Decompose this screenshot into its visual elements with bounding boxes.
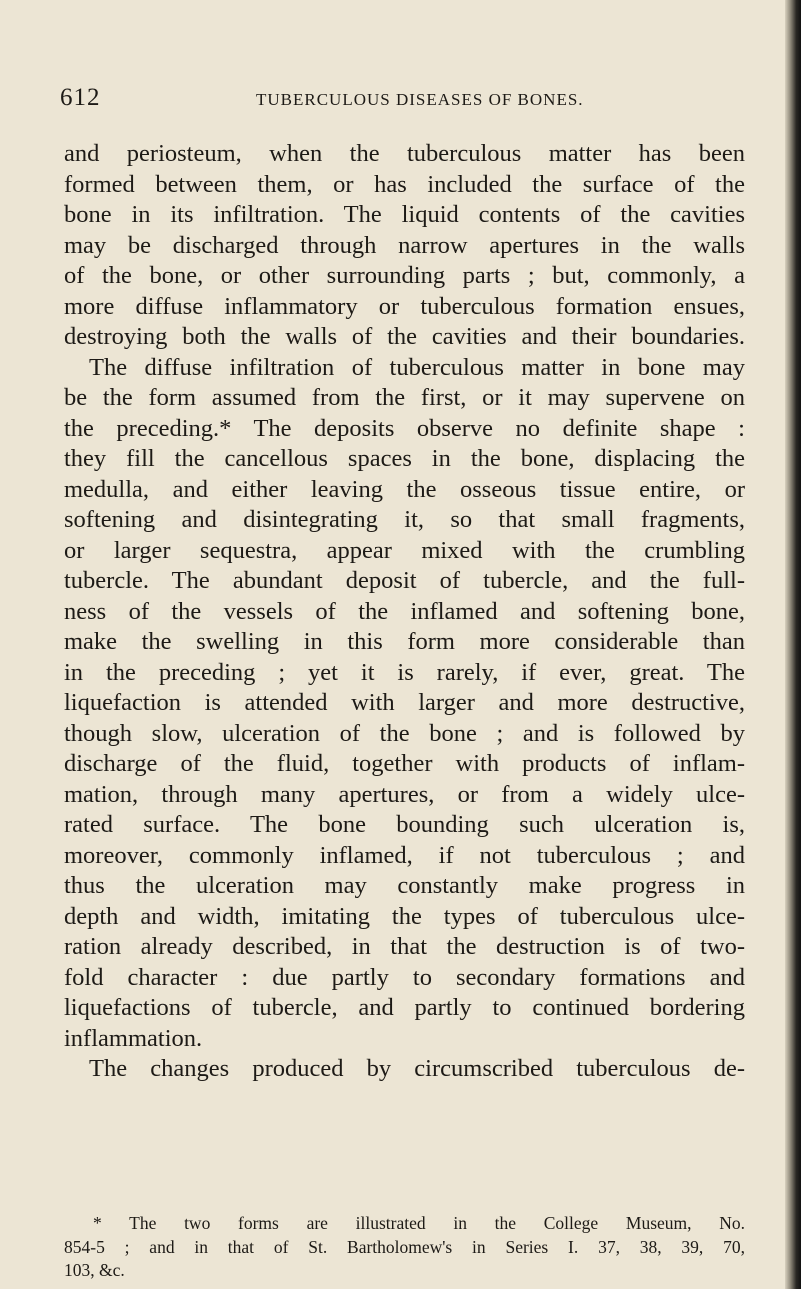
text-line: medulla, and either leaving the osseous tissue entire, or	[64, 475, 745, 503]
text-line: The diffuse infiltration of tuberculous matter in bone may	[89, 353, 745, 381]
text-line: ness of the vessels of the inflamed and softening bone,	[64, 597, 745, 625]
text-line: moreover, commonly inflamed, if not tuberculous ; and	[64, 841, 745, 869]
text-line: bone in its infiltration. The liquid contents of the cavities	[64, 201, 745, 228]
text-line: discharge of the fluid, together with products of inflam-	[64, 750, 745, 777]
text-line: liquefactions of tubercle, and partly to continued bordering	[64, 994, 745, 1021]
body-text	[64, 139, 745, 1085]
text-line: formed between them, or has included the surface of the	[64, 170, 745, 198]
text-line: in the preceding ; yet it is rarely, if ever, great. The	[64, 658, 745, 686]
footnote	[64, 1212, 745, 1283]
text-line: of the bone, or other surrounding parts ; but, commonly, a	[64, 262, 745, 289]
text-line: inflammation.	[64, 1024, 203, 1052]
text-line: fold character : due partly to secondary formations and	[64, 963, 745, 991]
text-line: or larger sequestra, appear mixed with the crumbling	[64, 536, 745, 564]
text-line: they fill the cancellous spaces in the bone, displacing the	[64, 445, 745, 472]
footnote-line: * The two forms are illustrated in the College Museum, No.	[93, 1213, 745, 1233]
text-line: softening and disintegrating it, so that small fragments,	[64, 506, 745, 533]
text-line: make the swelling in this form more considerable than	[64, 628, 745, 655]
text-line: and periosteum, when the tuberculous matter has been	[64, 140, 745, 167]
footnote-line: 854-5 ; and in that of St. Bartholomew's in Series I. 37, 38, 39, 70,	[64, 1236, 745, 1257]
text-line: the preceding.* The deposits observe no definite shape :	[64, 414, 745, 442]
text-line: depth and width, imitating the types of tuberculous ulce-	[64, 902, 745, 930]
text-line: more diffuse inflammatory or tuberculous formation ensues,	[64, 292, 745, 320]
text-line: thus the ulceration may constantly make progress in	[64, 872, 745, 899]
page-number: 612	[60, 84, 101, 111]
footnote-line: 103, &c.	[64, 1260, 125, 1280]
text-line: mation, through many apertures, or from a widely ulce-	[64, 780, 745, 808]
text-line: The changes produced by circumscribed tuberculous de-	[89, 1055, 745, 1082]
text-line: destroying both the walls of the cavities and their boundaries.	[64, 323, 745, 350]
running-title: TUBERCULOUS DISEASES OF BONES.	[256, 90, 584, 109]
text-line: ration already described, in that the destruction is of two-	[64, 933, 745, 960]
text-line: may be discharged through narrow apertures in the walls	[64, 231, 745, 259]
text-line: rated surface. The bone bounding such ulceration is,	[64, 811, 745, 838]
text-line: liquefaction is attended with larger and more destructive,	[64, 689, 745, 716]
text-line: be the form assumed from the first, or it may supervene on	[64, 384, 745, 411]
text-line: tubercle. The abundant deposit of tubercle, and the full-	[64, 567, 745, 594]
text-line: though slow, ulceration of the bone ; and is followed by	[64, 719, 745, 747]
page-edge-shadow	[785, 0, 801, 1289]
